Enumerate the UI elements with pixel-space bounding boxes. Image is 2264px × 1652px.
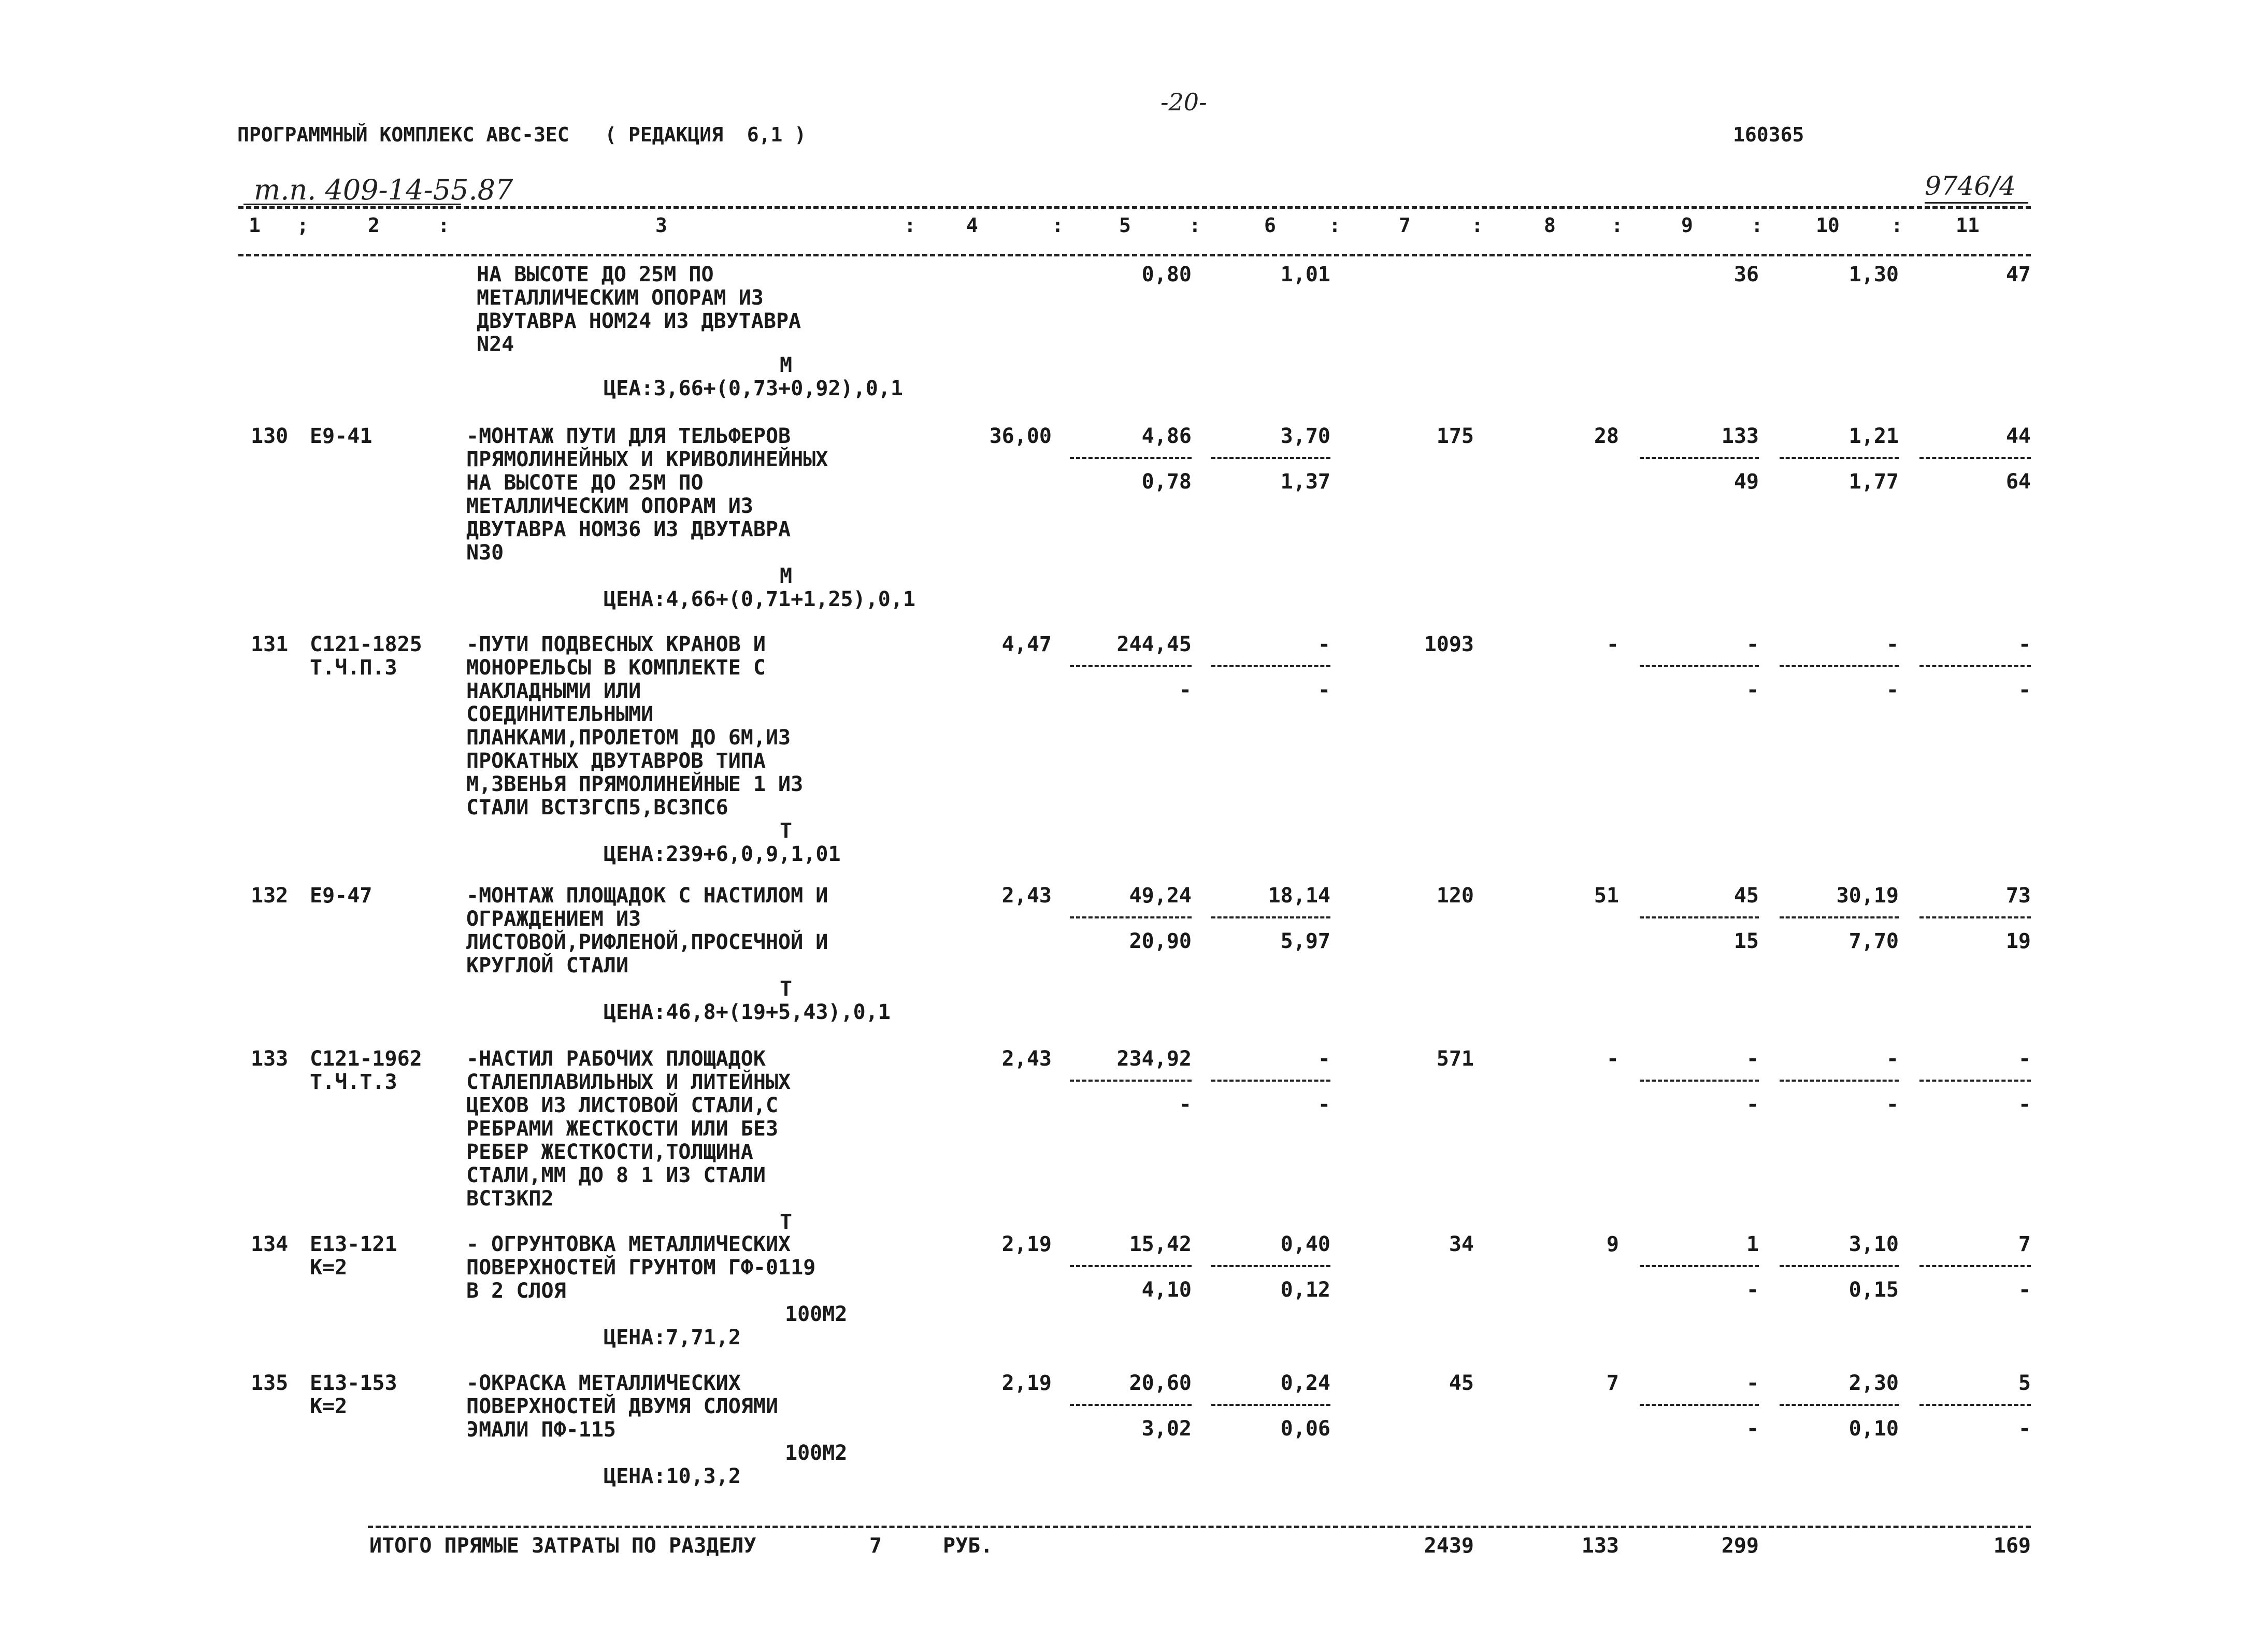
description-line: -МОНТАЖ ПУТИ ДЛЯ ТЕЛЬФЕРОВ <box>466 424 791 448</box>
col-11-lower: 64 <box>2005 470 2031 494</box>
column-header-cell: 8 <box>1544 214 1556 237</box>
col-11-upper: - <box>2018 1047 2031 1071</box>
description-line: РЕБРАМИ ЖЕСТКОСТИ ИЛИ БЕЗ <box>466 1117 779 1141</box>
description-line: В 2 СЛОЯ <box>466 1279 566 1303</box>
description-line: СТАЛЕПЛАВИЛЬНЫХ И ЛИТЕЙНЫХ <box>466 1070 791 1094</box>
col-8-value: 28 <box>1594 424 1619 448</box>
description-line: ПРОКАТНЫХ ДВУТАВРОВ ТИПА <box>466 749 766 773</box>
split-rule <box>1070 1080 1192 1082</box>
col-9-lower: - <box>1746 1093 1759 1116</box>
description-line: ДВУТАВРА НОМ24 ИЗ ДВУТАВРА <box>477 309 801 333</box>
col-11-lower: 19 <box>2005 929 2031 953</box>
price-formula: ЦЕА:3,66+(0,73+0,92),0,1 <box>604 377 903 400</box>
col-6-upper: 0,24 <box>1280 1371 1330 1395</box>
total-currency: РУБ. <box>943 1534 993 1558</box>
col-11-upper: 7 <box>2018 1232 2031 1256</box>
col-5-lower: - <box>1179 1093 1192 1116</box>
split-rule <box>1211 665 1330 667</box>
col-7-value: 175 <box>1436 424 1474 448</box>
description-line: -ОКРАСКА МЕТАЛЛИЧЕСКИХ <box>466 1371 741 1395</box>
description-line: СОЕДИНИТЕЛЬНЫМИ <box>466 702 654 726</box>
column-header-cell: : <box>1891 214 1903 237</box>
handwritten-archive-number: 9746/4 <box>1925 171 2016 201</box>
col-8-value: - <box>1606 1047 1619 1071</box>
description-line: - ОГРУНТОВКА МЕТАЛЛИЧЕСКИХ <box>466 1232 791 1256</box>
description-line: НАКЛАДНЫМИ ИЛИ <box>466 679 641 703</box>
row-code: Т.Ч.Т.3 <box>310 1070 397 1094</box>
col-6-upper: - <box>1317 1047 1330 1071</box>
col-9-upper: - <box>1746 1047 1759 1071</box>
column-header-cell: 5 <box>1119 214 1131 237</box>
column-header-cell: 11 <box>1956 214 1980 237</box>
total-rule <box>368 1526 2031 1528</box>
col-6-upper: 18,14 <box>1268 884 1330 908</box>
description-line: ВСТ3КП2 <box>466 1187 554 1211</box>
column-header-cell: 1 <box>249 214 261 237</box>
column-header-cell: : <box>1611 214 1623 237</box>
col-10-lower: 0,10 <box>1849 1417 1899 1441</box>
col-11-upper: - <box>2018 633 2031 656</box>
col-5-lower: 3,02 <box>1141 1417 1192 1441</box>
col-5-lower: 4,10 <box>1141 1278 1192 1302</box>
description-line: ПЛАНКАМИ,ПРОЛЕТОМ ДО 6М,ИЗ <box>466 726 791 750</box>
description-line: -НАСТИЛ РАБОЧИХ ПЛОЩАДОК <box>466 1047 766 1071</box>
unit: М <box>780 564 793 588</box>
split-rule <box>1070 665 1192 667</box>
total-col-7: 2439 <box>1424 1534 1474 1558</box>
col-7-value: 1093 <box>1424 633 1474 656</box>
description-line: МЕТАЛЛИЧЕСКИМ ОПОРАМ ИЗ <box>477 286 764 310</box>
row-code: Е13-153 <box>310 1371 397 1395</box>
col-6-lower: 5,97 <box>1280 929 1330 953</box>
col-4-value: 2,43 <box>1001 1047 1052 1071</box>
description-line: ПОВЕРХНОСТЕЙ ДВУМЯ СЛОЯМИ <box>466 1395 779 1418</box>
split-rule <box>1780 916 1899 918</box>
col-5-upper: 4,86 <box>1141 424 1192 448</box>
description-line: -ПУТИ ПОДВЕСНЫХ КРАНОВ И <box>466 633 766 656</box>
column-header-cell: : <box>1751 214 1763 237</box>
description-line: ОГРАЖДЕНИЕМ ИЗ <box>466 907 641 931</box>
col-8-value: - <box>1606 633 1619 656</box>
description-line: СТАЛИ ВСТ3ГСП5,ВС3ПС6 <box>466 796 728 820</box>
description-line: ЦЕХОВ ИЗ ЛИСТОВОЙ СТАЛИ,С <box>466 1094 779 1117</box>
row-number: 133 <box>251 1047 289 1071</box>
handwritten-underline <box>1925 202 2028 204</box>
col-4-value: 2,43 <box>1001 884 1052 908</box>
column-header-cell: 9 <box>1681 214 1693 237</box>
split-rule <box>1640 1404 1759 1406</box>
total-col-11: 169 <box>1993 1534 2031 1558</box>
price-formula: ЦЕНА:4,66+(0,71+1,25),0,1 <box>604 587 916 611</box>
col-7-value: 45 <box>1449 1371 1474 1395</box>
page-number: -20- <box>1160 88 1207 116</box>
description-line: ПОВЕРХНОСТЕЙ ГРУНТОМ ГФ-0119 <box>466 1256 816 1280</box>
description-line: СТАЛИ,ММ ДО 8 1 ИЗ СТАЛИ <box>466 1163 766 1187</box>
split-rule <box>1211 1080 1330 1082</box>
column-header-cell: : <box>1189 214 1201 237</box>
col-6-lower: - <box>1317 1093 1330 1116</box>
unit: Т <box>780 819 793 843</box>
column-header-cell: 4 <box>966 214 978 237</box>
col-6-lower: 1,37 <box>1280 470 1330 494</box>
column-header-cell: : <box>1329 214 1341 237</box>
column-header-cell: : <box>1471 214 1483 237</box>
document-code: 160365 <box>1733 123 1804 146</box>
column-header-cell: : <box>1052 214 1064 237</box>
split-rule <box>1780 457 1899 459</box>
description-line: ЭМАЛИ ПФ-115 <box>466 1418 616 1442</box>
header-rule-top <box>238 206 2031 209</box>
col-9-lower: - <box>1746 1278 1759 1302</box>
program-title: ПРОГРАММНЫЙ КОМПЛЕКС АВС-ЗЕС ( РЕДАКЦИЯ 6,1 ) <box>237 123 807 146</box>
col-5-lower: - <box>1179 678 1192 702</box>
total-col-9: 299 <box>1721 1534 1759 1558</box>
col-8-value: 51 <box>1594 884 1619 908</box>
row-code: Е13-121 <box>310 1232 397 1256</box>
row-number: 130 <box>251 424 289 448</box>
col-9-lower: - <box>1746 1417 1759 1441</box>
row-number: 135 <box>251 1371 289 1395</box>
unit: Т <box>780 1210 793 1234</box>
col-10-lower: - <box>1886 678 1899 702</box>
split-rule <box>1919 916 2031 918</box>
col-7-value: 571 <box>1436 1047 1474 1071</box>
split-rule <box>1640 1265 1759 1267</box>
unit: Т <box>780 977 793 1001</box>
col-9-upper: 133 <box>1721 424 1759 448</box>
col-5-upper: 20,60 <box>1129 1371 1192 1395</box>
row-number: 134 <box>251 1232 289 1256</box>
description-line: РЕБЕР ЖЕСТКОСТИ,ТОЛЩИНА <box>466 1140 753 1164</box>
col-9-lower: 15 <box>1733 929 1759 953</box>
col-6-value: 1,01 <box>1280 263 1330 286</box>
row-code: К=2 <box>310 1256 348 1280</box>
total-label: ИТОГО ПРЯМЫЕ ЗАТРАТЫ ПО РАЗДЕЛУ <box>369 1534 756 1558</box>
split-rule <box>1211 1404 1330 1406</box>
description-line: ДВУТАВРА НОМ36 ИЗ ДВУТАВРА <box>466 518 791 541</box>
description-line: N24 <box>477 333 514 356</box>
split-rule <box>1070 1404 1192 1406</box>
split-rule <box>1640 457 1759 459</box>
split-rule <box>1919 1404 2031 1406</box>
col-10-upper: 2,30 <box>1849 1371 1899 1395</box>
col-11-upper: 5 <box>2018 1371 2031 1395</box>
row-code: Е9-41 <box>310 424 372 448</box>
col-10-value: 1,30 <box>1849 263 1899 286</box>
col-10-lower: 7,70 <box>1849 929 1899 953</box>
unit: 100М2 <box>785 1302 848 1326</box>
row-code: С121-1825 <box>310 633 422 656</box>
split-rule <box>1211 1265 1330 1267</box>
split-rule <box>1780 1265 1899 1267</box>
price-formula: ЦЕНА:7,71,2 <box>604 1326 741 1349</box>
col-10-upper: 30,19 <box>1836 884 1899 908</box>
split-rule <box>1070 1265 1192 1267</box>
col-11-lower: - <box>2018 678 2031 702</box>
col-11-upper: 73 <box>2005 884 2031 908</box>
description-line: МОНОРЕЛЬСЫ В КОМПЛЕКТЕ С <box>466 656 766 680</box>
description-line: НА ВЫСОТЕ ДО 25М ПО <box>477 263 714 286</box>
col-9-upper: 45 <box>1733 884 1759 908</box>
split-rule <box>1640 665 1759 667</box>
col-11-value: 47 <box>2005 263 2031 286</box>
col-6-lower: - <box>1317 678 1330 702</box>
split-rule <box>1919 665 2031 667</box>
total-col-8: 133 <box>1581 1534 1619 1558</box>
col-6-upper: - <box>1317 633 1330 656</box>
col-7-value: 34 <box>1449 1232 1474 1256</box>
col-6-lower: 0,12 <box>1280 1278 1330 1302</box>
column-header-cell: 2 <box>368 214 380 237</box>
row-number: 132 <box>251 884 289 908</box>
column-header-cell: : <box>438 214 450 237</box>
description-line: НА ВЫСОТЕ ДО 25М ПО <box>466 471 704 495</box>
column-header-cell: : <box>904 214 916 237</box>
col-4-value: 2,19 <box>1001 1232 1052 1256</box>
column-header-cell: 10 <box>1816 214 1840 237</box>
col-10-lower: 1,77 <box>1849 470 1899 494</box>
price-formula: ЦЕНА:10,3,2 <box>604 1464 741 1488</box>
col-5-upper: 49,24 <box>1129 884 1192 908</box>
col-5-lower: 0,78 <box>1141 470 1192 494</box>
price-formula: ЦЕНА:46,8+(19+5,43),0,1 <box>604 1000 891 1024</box>
split-rule <box>1780 1080 1899 1082</box>
split-rule <box>1919 1265 2031 1267</box>
row-number: 131 <box>251 633 289 656</box>
col-5-upper: 15,42 <box>1129 1232 1192 1256</box>
col-9-upper: - <box>1746 1371 1759 1395</box>
col-11-lower: - <box>2018 1417 2031 1441</box>
unit: М <box>780 353 793 377</box>
col-5-lower: 20,90 <box>1129 929 1192 953</box>
split-rule <box>1070 916 1192 918</box>
col-10-upper: 1,21 <box>1849 424 1899 448</box>
column-header-cell: ; <box>297 214 309 237</box>
row-code: К=2 <box>310 1395 348 1418</box>
column-header-cell: 6 <box>1264 214 1276 237</box>
col-10-upper: - <box>1886 1047 1899 1071</box>
col-11-lower: - <box>2018 1093 2031 1116</box>
column-header-cell: 7 <box>1399 214 1411 237</box>
split-rule <box>1640 1080 1759 1082</box>
col-8-value: 9 <box>1606 1232 1619 1256</box>
col-9-lower: 49 <box>1733 470 1759 494</box>
col-4-value: 36,00 <box>989 424 1052 448</box>
col-9-value: 36 <box>1733 263 1759 286</box>
handwritten-underline <box>243 204 461 205</box>
col-4-value: 4,47 <box>1001 633 1052 656</box>
col-6-upper: 3,70 <box>1280 424 1330 448</box>
col-5-upper: 244,45 <box>1116 633 1192 656</box>
col-5-value: 0,80 <box>1141 263 1192 286</box>
split-rule <box>1211 457 1330 459</box>
col-10-lower: - <box>1886 1093 1899 1116</box>
col-7-value: 120 <box>1436 884 1474 908</box>
col-6-lower: 0,06 <box>1280 1417 1330 1441</box>
total-section: 7 <box>869 1534 882 1558</box>
split-rule <box>1070 457 1192 459</box>
col-4-value: 2,19 <box>1001 1371 1052 1395</box>
col-8-value: 7 <box>1606 1371 1619 1395</box>
col-11-upper: 44 <box>2005 424 2031 448</box>
unit: 100М2 <box>785 1441 848 1465</box>
col-11-lower: - <box>2018 1278 2031 1302</box>
description-line: ПРЯМОЛИНЕЙНЫХ И КРИВОЛИНЕЙНЫХ <box>466 448 828 471</box>
price-formula: ЦЕНА:239+6,0,9,1,01 <box>604 842 841 866</box>
split-rule <box>1780 665 1899 667</box>
description-line: М,ЗВЕНЬЯ ПРЯМОЛИНЕЙНЫЕ 1 ИЗ <box>466 772 804 796</box>
split-rule <box>1919 457 2031 459</box>
col-9-upper: - <box>1746 633 1759 656</box>
description-line: КРУГЛОЙ СТАЛИ <box>466 954 629 978</box>
split-rule <box>1640 916 1759 918</box>
col-9-lower: - <box>1746 678 1759 702</box>
description-line: ЛИСТОВОЙ,РИФЛЕНОЙ,ПРОСЕЧНОЙ И <box>466 930 828 954</box>
col-10-upper: - <box>1886 633 1899 656</box>
header-rule-bottom <box>238 254 2031 256</box>
split-rule <box>1919 1080 2031 1082</box>
column-header-cell: 3 <box>655 214 667 237</box>
col-9-upper: 1 <box>1746 1232 1759 1256</box>
col-6-upper: 0,40 <box>1280 1232 1330 1256</box>
row-code: Т.Ч.П.3 <box>310 656 397 680</box>
col-10-lower: 0,15 <box>1849 1278 1899 1302</box>
split-rule <box>1780 1404 1899 1406</box>
description-line: -МОНТАЖ ПЛОЩАДОК С НАСТИЛОМ И <box>466 884 828 908</box>
row-code: Е9-47 <box>310 884 372 908</box>
description-line: МЕТАЛЛИЧЕСКИМ ОПОРАМ ИЗ <box>466 494 753 518</box>
handwritten-project-number: т.п. 409-14-55.87 <box>254 174 513 206</box>
col-5-upper: 234,92 <box>1116 1047 1192 1071</box>
split-rule <box>1211 916 1330 918</box>
row-code: С121-1962 <box>310 1047 422 1071</box>
col-10-upper: 3,10 <box>1849 1232 1899 1256</box>
description-line: N30 <box>466 541 504 565</box>
